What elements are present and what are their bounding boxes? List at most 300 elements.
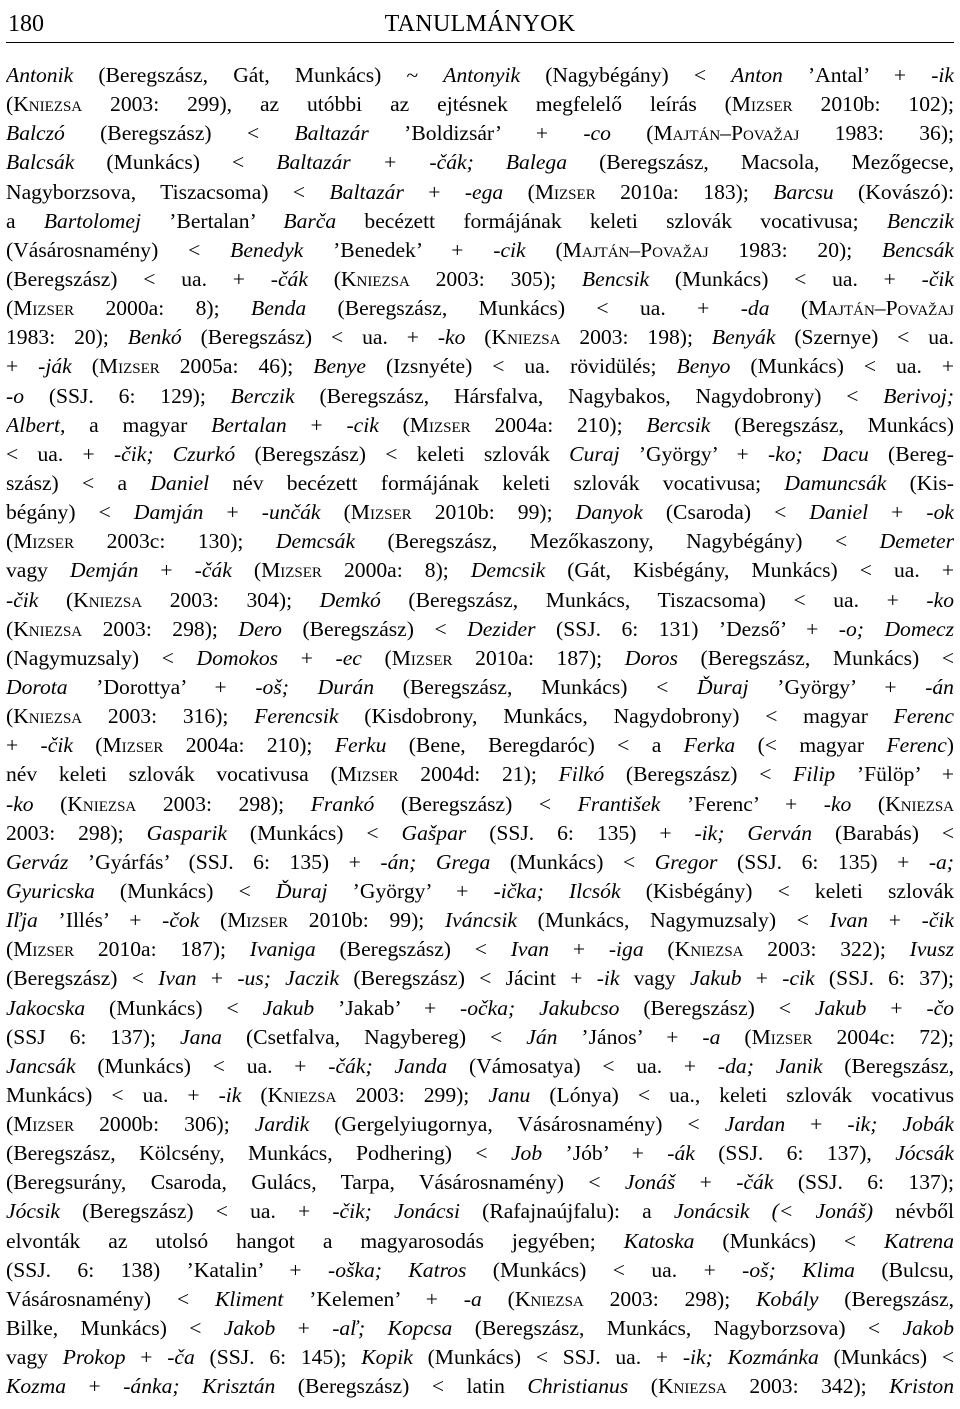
italic-term: Jócsik <box>6 1199 60 1224</box>
italic-term: Prokop <box>62 1345 126 1370</box>
text-run: (Beregszász, Macsola, Mezőgecse, <box>567 150 954 175</box>
text-run: ) <box>946 733 954 758</box>
citation-author: Majtán–Považaj <box>653 121 800 146</box>
text-run: (Beregszász) < latin <box>275 1374 528 1399</box>
text-run: ( <box>628 1374 658 1399</box>
text-run: 2003: 198); <box>560 325 712 350</box>
italic-term: Kobály <box>756 1286 819 1311</box>
text-run: ( <box>851 791 886 816</box>
text-line <box>6 731 954 760</box>
italic-term: -ik <box>931 63 954 87</box>
text-run: (Beregszász) < keleti szlovák <box>235 441 570 466</box>
italic-term: Jakub <box>262 995 315 1020</box>
italic-term: Albert, <box>6 412 66 437</box>
text-run: ( <box>199 908 228 933</box>
italic-term: Benyák <box>711 325 776 350</box>
text-run: 2003: 299), az utóbbi az ejtésnek megfelelő leírás ( <box>82 92 732 117</box>
text-run: (Munkács) < ua. + <box>75 1053 329 1078</box>
italic-term: -ik <box>596 966 620 991</box>
text-run: 2004d: 21); <box>398 762 559 787</box>
text-run: + <box>275 1316 333 1341</box>
text-run: ( <box>465 325 492 350</box>
italic-term: -iga <box>608 937 644 962</box>
text-run: (Munkács) < ua. + <box>649 266 922 291</box>
text-run: 2010a: 187); <box>74 937 250 962</box>
italic-term: Gregor <box>654 849 718 874</box>
text-run: (Barabás) < <box>812 820 954 845</box>
italic-term: Ďuraj <box>275 878 328 903</box>
text-run: (SSJ. 6: 131) ’Dezső’ + <box>535 616 839 641</box>
citation-author: Kniezsa <box>13 616 83 641</box>
text-run: (Beregsurány, Csaroda, Gulács, Tarpa, Vásárosnamény) < <box>6 1170 625 1195</box>
text-run: (Vásárosnamény) < <box>6 237 231 262</box>
citation-author: Kniezsa <box>13 704 83 729</box>
italic-term: Damuncsák <box>784 470 887 495</box>
italic-term: -co <box>583 121 611 146</box>
italic-term: -cik <box>782 966 815 991</box>
text-run: ( <box>6 937 14 962</box>
text-run: ( <box>481 1286 515 1311</box>
italic-term: -ko <box>437 325 466 350</box>
text-run: (Kis- <box>886 470 954 495</box>
italic-term: Baltazár <box>294 121 369 146</box>
text-run: (Szernye) < ua. <box>775 325 954 350</box>
text-run: (Beregszász, Munkács) < <box>374 674 697 699</box>
italic-term: -ik; Jobák <box>847 1112 954 1137</box>
text-run: + <box>278 645 336 670</box>
italic-term: -čo <box>926 995 954 1020</box>
text-run: ’Gyárfás’ (SSJ. 6: 135) + <box>68 849 381 874</box>
italic-term: -ko <box>926 587 954 612</box>
text-line <box>6 1023 954 1052</box>
text-line <box>6 848 954 877</box>
citation-author: Mizser <box>731 92 793 117</box>
text-run: becézett formájának keleti szlovák vocativusa; <box>336 208 887 233</box>
italic-term: Antonik <box>6 63 74 87</box>
italic-term: Ivusz <box>909 937 954 962</box>
italic-term: Gasparik <box>146 820 227 845</box>
text-run: 2004a: 210); <box>470 412 647 437</box>
italic-term: Katrena <box>884 1228 954 1253</box>
text-line <box>6 1314 954 1343</box>
text-run: 2003: 299); <box>336 1082 489 1107</box>
text-run: (Beregszász) < ua. + <box>59 1199 333 1224</box>
italic-term: -ča <box>167 1345 195 1370</box>
text-run: (Beregszász, Hársfalva, Nagybakos, Nagydobrony) < <box>294 383 884 408</box>
italic-term: Benkó <box>127 325 182 350</box>
citation-author: Mizser <box>751 1024 813 1049</box>
text-line <box>6 935 954 964</box>
text-run: (Beregszász) < <box>619 995 815 1020</box>
text-run: ’Jakab’ + <box>314 995 461 1020</box>
text-run: ( <box>71 354 99 379</box>
text-run: ’Bertalan’ <box>141 208 284 233</box>
text-line <box>6 411 954 440</box>
text-run: ’Jób’ + <box>542 1141 668 1166</box>
italic-term: Bartolomej <box>43 208 141 233</box>
italic-term: Ján <box>526 1024 558 1049</box>
text-run: (SSJ. 6: 138) ’Katalin’ + <box>6 1257 328 1282</box>
text-line <box>6 1110 954 1139</box>
italic-term: Jancsák <box>6 1053 76 1078</box>
text-run: (Csetfalva, Nagybereg) < <box>221 1024 527 1049</box>
italic-term: Jakob <box>223 1316 276 1341</box>
italic-term: -a <box>463 1286 482 1311</box>
italic-term: -čok <box>162 908 200 933</box>
text-run: (Munkács) < <box>85 995 263 1020</box>
italic-term: Jakub <box>814 995 867 1020</box>
text-run: + <box>785 1112 848 1137</box>
text-run: (Munkács) < <box>694 1228 885 1253</box>
text-line <box>6 294 954 323</box>
italic-term: Gašpar <box>401 820 467 845</box>
italic-term: -čák <box>736 1170 774 1195</box>
text-line <box>6 440 954 469</box>
text-run: vagy <box>6 558 71 583</box>
citation-author: Kniezsa <box>514 1286 584 1311</box>
italic-term: Damján <box>133 500 204 525</box>
italic-term: Jana <box>180 1024 222 1049</box>
text-run: (Gát, Kisbégány, Munkács) < ua. + <box>545 558 954 583</box>
text-run: 2000a: 8); <box>321 558 471 583</box>
text-run: 2003: 298); <box>6 820 147 845</box>
text-run: (Beregszász) < <box>315 937 511 962</box>
text-run: (Munkács) < ua. + <box>730 354 954 379</box>
text-line <box>6 760 954 789</box>
text-run: 2010a: 183); <box>595 179 774 204</box>
text-run: a magyar <box>65 412 212 437</box>
italic-term: Baltazár + -čák; Balega <box>276 150 568 175</box>
italic-term: -da; Janik <box>717 1053 823 1078</box>
text-line <box>6 1227 954 1256</box>
text-run: 2000a: 8); <box>74 296 251 321</box>
text-run: ( <box>6 92 14 117</box>
italic-term: Berivoj; <box>883 383 954 408</box>
italic-term: Benye <box>313 354 366 379</box>
italic-term: -čik; Czurkó <box>113 441 236 466</box>
italic-term: Ďuraj <box>697 674 749 699</box>
text-run: ( <box>241 1082 268 1107</box>
running-title: TANULMÁNYOK <box>384 11 576 37</box>
text-run: ’Ferenc’ + <box>660 791 824 816</box>
italic-term: -án <box>925 674 954 699</box>
text-run: ’Illés’ + <box>37 908 163 933</box>
italic-term: Jakocska <box>6 995 86 1020</box>
text-run: (Rafajnaújfalu): a <box>459 1199 674 1224</box>
text-run: név keleti szlovák vocativusa ( <box>6 762 338 787</box>
text-run: ’Dorottya’ + <box>67 674 256 699</box>
italic-term: -ik; Gerván <box>694 820 813 845</box>
text-run: 2003: 316); <box>82 704 255 729</box>
text-run: + <box>868 908 922 933</box>
italic-term: Ferenc <box>886 733 947 758</box>
text-run: ( <box>503 179 535 204</box>
text-line <box>6 1052 954 1081</box>
text-run: 2005a: 46); <box>159 354 314 379</box>
citation-author: Kniezsa <box>13 92 83 117</box>
text-line <box>6 556 954 585</box>
text-run: (Munkács) < <box>94 878 276 903</box>
text-run: 2004c: 72); <box>812 1024 954 1049</box>
text-run: (Munkács) < <box>227 820 402 845</box>
text-run: ( <box>720 1024 752 1049</box>
italic-term: -čik <box>921 908 954 933</box>
text-run: (SSJ. 6: 37); <box>814 966 954 991</box>
citation-author: Majtán–Považaj <box>562 237 709 262</box>
italic-term: -čik <box>40 733 73 758</box>
italic-term: Ivaniga <box>249 937 316 962</box>
italic-term: Balcsák <box>6 150 75 175</box>
text-line <box>6 1081 954 1110</box>
text-run: + <box>868 500 927 525</box>
italic-term: Filip <box>793 762 836 787</box>
text-run: + <box>6 354 39 379</box>
text-run: (Bene, Beregdaróc) < a <box>386 733 684 758</box>
italic-term: -unčák <box>261 500 321 525</box>
italic-term: Jócsák <box>895 1141 954 1166</box>
text-run: ’Benedek’ + <box>303 237 494 262</box>
text-run: (Izsnyéte) < ua. rövidülés; <box>366 354 677 379</box>
text-run: 2003: 342); <box>726 1374 890 1399</box>
italic-term: Anton <box>731 63 783 87</box>
text-run: (Beregszász, Gát, Munkács) ~ <box>73 63 444 87</box>
text-line <box>6 1256 954 1285</box>
text-run: (Kisbégány) < keleti szlovák <box>620 878 954 903</box>
text-run: szász) < a <box>6 470 151 495</box>
citation-author: Mizser <box>534 179 596 204</box>
italic-term: Baltazár <box>329 179 404 204</box>
italic-term: -oš; Durán <box>255 674 375 699</box>
citation-author: Kniezsa <box>73 587 143 612</box>
text-run: (Beregszász) < <box>64 121 295 146</box>
text-run: + <box>675 1170 737 1195</box>
text-run: vagy <box>6 1345 63 1370</box>
text-line <box>6 702 954 731</box>
italic-term: Dezider <box>467 616 536 641</box>
text-run: (Nagybégány) < <box>520 63 732 87</box>
italic-term: Ivan <box>510 937 550 962</box>
text-line <box>6 615 954 644</box>
text-run: + <box>196 966 238 991</box>
text-run: névből <box>873 1199 954 1224</box>
text-run: (Kisdobrony, Munkács, Nagydobrony) < magyar <box>338 704 894 729</box>
text-run: ’György’ + <box>619 441 768 466</box>
text-run: 2003: 305); <box>409 266 582 291</box>
italic-term: -oš; Klima <box>742 1257 855 1282</box>
text-run: (Munkács, Nagymuzsaly) < <box>516 908 830 933</box>
text-run: ( <box>6 529 14 554</box>
italic-term: -ko; Dacu <box>767 441 869 466</box>
text-run: (Nagymuzsaly) < <box>6 645 197 670</box>
text-run: ( <box>231 558 262 583</box>
italic-term: -ik; Kozmánka <box>682 1345 819 1370</box>
text-run: 2004a: 210); <box>163 733 335 758</box>
citation-author: Mizser <box>13 529 75 554</box>
text-run: (Beregszász) < ua. + <box>6 266 271 291</box>
italic-term: Domokos <box>196 645 279 670</box>
text-line <box>6 323 954 352</box>
text-line <box>6 61 954 90</box>
text-run: (Gergelyiugornya, Vásárosnamény) < <box>309 1112 725 1137</box>
italic-term: -čik; Jonácsi <box>332 1199 460 1224</box>
citation-author: Mizser <box>337 762 399 787</box>
text-run: bégány) < <box>6 500 134 525</box>
text-run: ( <box>643 937 675 962</box>
citation-author: Kniezsa <box>885 791 954 816</box>
italic-term: Barča <box>283 208 337 233</box>
italic-term: -ák <box>667 1141 695 1166</box>
italic-term: Doros <box>624 645 678 670</box>
text-run: ( <box>6 704 14 729</box>
italic-term: Iľja <box>6 908 38 933</box>
italic-term: -čák; Janda <box>328 1053 448 1078</box>
italic-term: -ják <box>38 354 72 379</box>
text-run: (Bulcsu, <box>854 1257 954 1282</box>
text-run: (SSJ. 6: 135) + <box>717 849 929 874</box>
italic-term: -a; <box>928 849 954 874</box>
text-line <box>6 906 954 935</box>
text-line <box>6 352 954 381</box>
italic-term: Dorota <box>6 674 68 699</box>
text-run: + <box>203 500 262 525</box>
italic-term: -čik <box>921 266 954 291</box>
text-line <box>6 236 954 265</box>
text-run: (Csaroda) < <box>642 500 810 525</box>
text-run: Vásárosnamény) < <box>6 1286 215 1311</box>
text-run: 2010b: 99); <box>411 500 576 525</box>
text-run: 2003: 298); <box>583 1286 757 1311</box>
italic-term: -oška; Katros <box>328 1257 467 1282</box>
citation-author: Mizser <box>261 558 322 583</box>
text-run: ’György’ + <box>327 878 494 903</box>
text-run: ( <box>378 412 410 437</box>
text-run: ( <box>307 266 341 291</box>
italic-term: Ferenc <box>893 704 954 729</box>
italic-term: -cik <box>493 237 526 262</box>
italic-term: Gerváz <box>6 849 69 874</box>
italic-term: Bercsik <box>646 412 711 437</box>
text-line <box>6 673 954 702</box>
text-line <box>6 1168 954 1197</box>
italic-term: Kliment <box>214 1286 284 1311</box>
header-rule <box>6 42 954 43</box>
italic-term: Iváncsik <box>444 908 517 933</box>
italic-term: Jardik <box>254 1112 310 1137</box>
text-run: + <box>549 937 609 962</box>
text-run: ( <box>6 616 14 641</box>
text-run: 2010b: 99); <box>288 908 445 933</box>
italic-term: Kozma <box>6 1374 66 1399</box>
text-line <box>6 90 954 119</box>
text-run: 2003: 322); <box>743 937 910 962</box>
text-run: + <box>403 179 465 204</box>
italic-term: Demeter <box>879 529 954 554</box>
text-run: (Beregszász, Munkács) < ua. + <box>306 296 741 321</box>
text-run: (Beregszász) < Jácint + <box>339 966 597 991</box>
text-run: (SSJ 6: 137); <box>6 1024 180 1049</box>
text-line <box>6 1139 954 1168</box>
text-line <box>6 790 954 819</box>
italic-term: Daniel <box>150 470 210 495</box>
text-line <box>6 994 954 1023</box>
text-run: (Beregszász) < <box>281 616 468 641</box>
text-run: (Beregszász, Munkács, Nagyborzsova) < <box>452 1316 903 1341</box>
text-line <box>6 877 954 906</box>
italic-term: Barcsu <box>773 179 834 204</box>
italic-term: Jonácsik (< Jonáš) <box>673 1199 874 1224</box>
text-run: + <box>286 412 347 437</box>
italic-term: Ferku <box>334 733 387 758</box>
text-run: 2003: 298); <box>82 616 239 641</box>
page-number: 180 <box>8 11 44 37</box>
text-run: (SSJ. 6: 135) + <box>466 820 695 845</box>
text-run: név becézett formájának keleti szlovák vocativusa; <box>209 470 785 495</box>
citation-author: Majtán–Považaj <box>808 296 954 321</box>
text-run: (Lónya) < ua., keleti szlovák vocativus <box>530 1082 954 1107</box>
text-run: ( <box>6 1112 14 1137</box>
citation-author: Mizser <box>350 500 412 525</box>
text-run: (Beregszász) < <box>604 762 794 787</box>
italic-term: Ivan <box>829 908 869 933</box>
italic-term: František <box>577 791 661 816</box>
italic-term: Benda <box>251 296 307 321</box>
text-run: 2010b: 102); <box>792 92 954 117</box>
italic-term: Demján <box>70 558 139 583</box>
italic-term: Job <box>510 1141 543 1166</box>
citation-author: Kniezsa <box>67 791 137 816</box>
text-run: Bilke, Munkács) < <box>6 1316 224 1341</box>
italic-term: Berczik <box>230 383 295 408</box>
italic-term: Ferka <box>683 733 736 758</box>
italic-term: -očka; Jakubcso <box>460 995 620 1020</box>
italic-term: -čák <box>194 558 232 583</box>
text-run: (Beregszász) < <box>6 966 159 991</box>
text-run: (Munkács) < <box>74 150 277 175</box>
text-run: (Beregszász) < ua. + <box>181 325 438 350</box>
italic-term: Jakub <box>689 966 742 991</box>
page-header <box>8 6 952 38</box>
italic-term: -ička; Ilcsók <box>493 878 621 903</box>
italic-term: Jakob <box>902 1316 954 1341</box>
italic-term: -ánka; Krisztán <box>123 1374 276 1399</box>
text-run: (Munkács) < <box>490 849 655 874</box>
italic-term: -ko <box>6 791 34 816</box>
text-line <box>6 119 954 148</box>
citation-author: Mizser <box>391 645 453 670</box>
italic-term: Demcsik <box>470 558 546 583</box>
text-run: (Munkács) < <box>818 1345 954 1370</box>
italic-term: Daniel <box>809 500 869 525</box>
italic-term: Frankó <box>310 791 375 816</box>
text-run: ( <box>6 296 14 321</box>
text-run: (Beregszász, Kölcsény, Munkács, Podhering) < <box>6 1141 511 1166</box>
italic-term: -o; Domecz <box>838 616 954 641</box>
text-run: (Munkács) < SSJ. ua. + <box>412 1345 683 1370</box>
text-run: 2000b: 306); <box>74 1112 255 1137</box>
text-line <box>6 265 954 294</box>
italic-term: Christianus <box>527 1374 629 1399</box>
text-line <box>6 148 954 177</box>
text-line <box>6 527 954 556</box>
citation-author: Kniezsa <box>657 1374 727 1399</box>
italic-term: Bencsák <box>882 237 954 262</box>
text-run: ’Fülöp’ + <box>835 762 954 787</box>
text-run: ’Antal’ + <box>782 63 932 87</box>
text-run: vagy <box>619 966 690 991</box>
italic-term: Bertalan <box>211 412 287 437</box>
text-line <box>6 644 954 673</box>
text-run: ( <box>525 237 563 262</box>
